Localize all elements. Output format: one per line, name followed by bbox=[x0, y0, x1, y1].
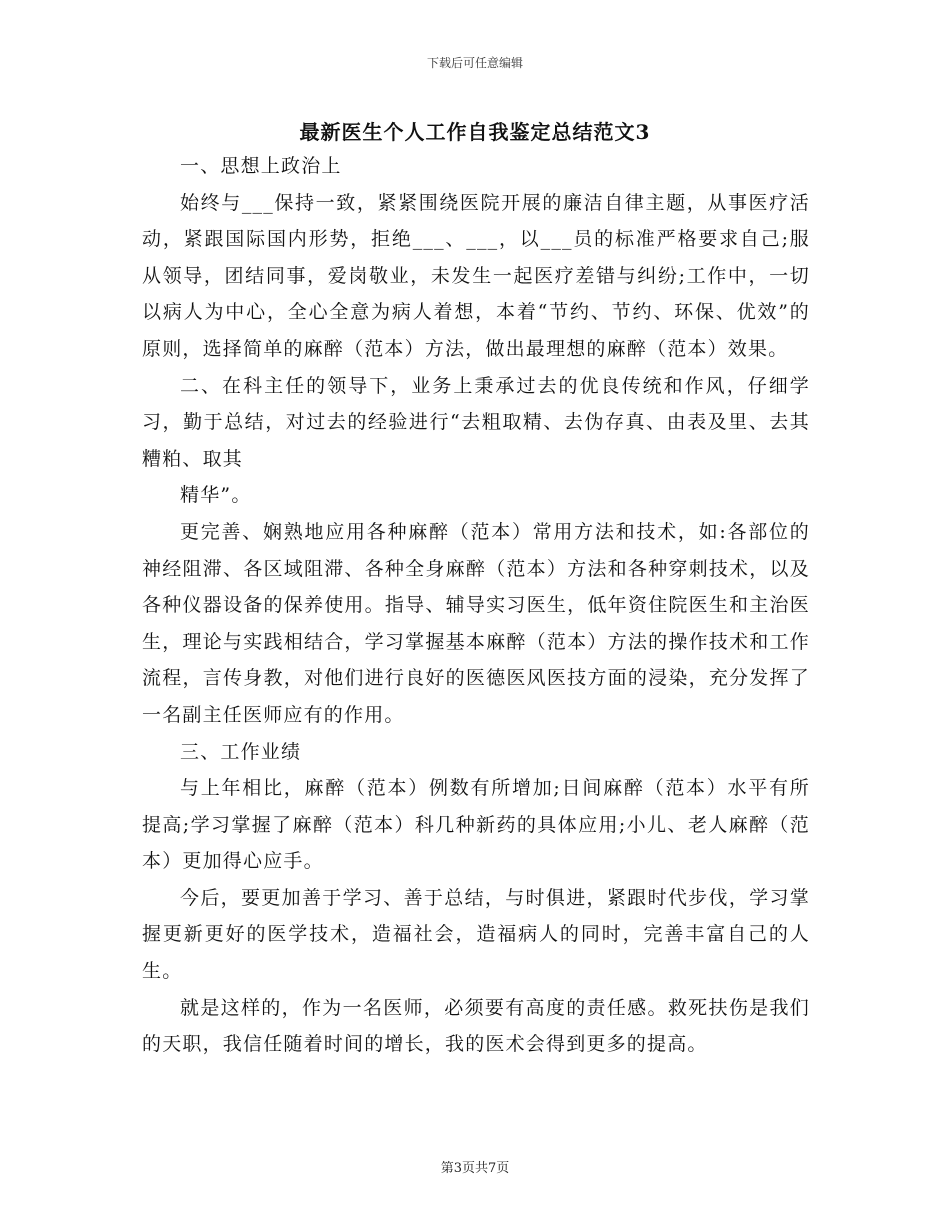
section-heading-3: 三、工作业绩 bbox=[180, 740, 302, 763]
paragraph-1: 始终与___保持一致，紧紧围绕医院开展的廉洁自律主题，从事医疗活动，紧跟国际国内形势，拒绝___、___，以___员的标准严格要求自己;服从领导，团结同事，爱岗敬业，未发生一起医疗差错与纠纷;工作中，一切以病人为中心，全心全意为病人着想，本着“节约、节约、环保、优效”的原则，选择简单的麻醉（范本）方法，做出最理想的麻醉（范本）效果。 bbox=[142, 191, 810, 360]
paragraph-4: 今后，要更加善于学习、善于总结，与时俱进，紧跟时代步伐，学习掌握更新更好的医学技术，造福社会，造福病人的同时，完善丰富自己的人生。 bbox=[142, 886, 810, 983]
document-title: 最新医生个人工作自我鉴定总结范文3 bbox=[299, 120, 651, 144]
paragraph-5: 就是这样的，作为一名医师，必须要有高度的责任感。救死扶伤是我们的天职，我信任随着时间的增长，我的医术会得到更多的提高。 bbox=[142, 996, 810, 1056]
section-heading-1: 一、思想上政治上 bbox=[180, 155, 342, 177]
paragraph-continuation: 精华”。 bbox=[180, 484, 252, 507]
paragraph-3: 与上年相比，麻醉（范本）例数有所增加;日间麻醉（范本）水平有所提高;学习掌握了麻醉（范本）科几种新药的具体应用;小儿、老人麻醉（范本）更加得心应手。 bbox=[142, 777, 810, 873]
page-header-note: 下载后可任意编辑 bbox=[426, 56, 523, 70]
paragraph-2: 更完善、娴熟地应用各种麻醉（范本）常用方法和技术，如:各部位的神经阻滞、各区域阻滞、各种全身麻醉（范本）方法和各种穿刺技术，以及各种仪器设备的保养使用。指导、辅导实习医生，低年资住院医生和主治医生，理论与实践相结合，学习掌握基本麻醉（范本）方法的操作技术和工作流程，言传身教，对他们进行良好的医德医风医技方面的浸染，充分发挥了一名副主任医师应有的作用。 bbox=[142, 520, 810, 726]
page-number: 第3页共7页 bbox=[440, 1161, 510, 1176]
document-body bbox=[142, 148, 810, 1063]
section-heading-2: 二、在科主任的领导下，业务上秉承过去的优良传统和作风，仔细学习，勤于总结，对过去的经验进行“去粗取精、去伪存真、由表及里、去其糟粕、取其 bbox=[142, 374, 810, 470]
